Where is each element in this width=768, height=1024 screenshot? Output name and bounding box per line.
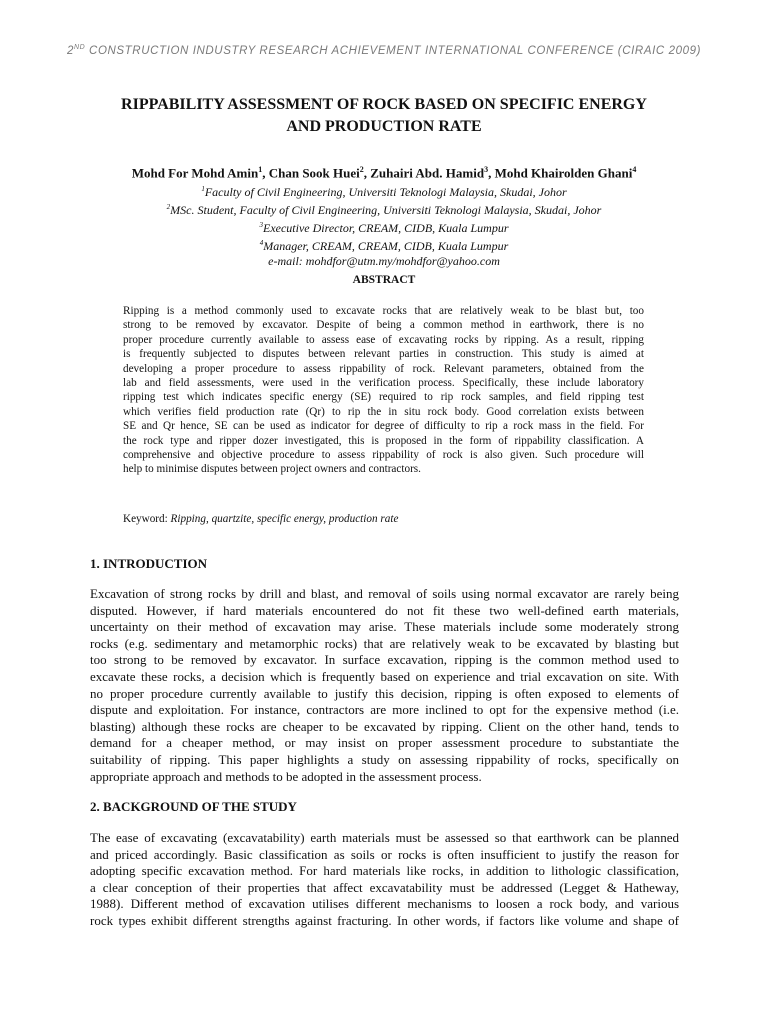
paragraph-line: dispute and exploitation. For instance, contractors are more inclined to opt for the expensive method (i.e.	[90, 702, 679, 718]
paragraph-line: appropriate approach and methods to be adopted in the assessment process.	[90, 768, 482, 784]
keywords-label: Keyword:	[123, 513, 171, 525]
author-separator: ,	[363, 165, 371, 181]
abstract-body	[123, 304, 644, 477]
author-name: Chan Sook Huei	[268, 165, 360, 181]
paragraph-line: disputed. However, if hard materials encountered do not fit these two well-defined earth materials,	[90, 602, 679, 618]
paragraph-line: excavate these rocks, a decision which is frequently based on experience and trial excavation on site. With	[90, 668, 679, 684]
conference-header	[0, 44, 768, 57]
paragraph-line: demand for a cheaper method, or may insist on proper assessment procedure to substantiate the	[90, 735, 679, 751]
abstract-line: help to minimise disputes between project owners and contractors.	[123, 463, 421, 476]
section-heading-introduction: 1. INTRODUCTION	[90, 556, 208, 571]
paragraph-line: blasting) although these rocks are cheaper to be excavated by ripping. Client on the other hand, tends to	[90, 718, 679, 734]
conference-ordinal: 2	[66, 44, 74, 57]
abstract-line: which verifies field production rate (Qr) to rip the in situ rock body. Good correlation exists between	[123, 405, 644, 418]
paragraph-line: too strong to be removed by excavator. In surface excavation, ripping is the common method used to	[90, 652, 679, 668]
affiliation	[60, 218, 708, 236]
introduction-paragraph	[90, 586, 679, 785]
paragraph-line: no proper procedure currently available to justify this decision, ripping is often exposed to elements of	[90, 685, 679, 701]
abstract-line: developing a proper procedure to assess rippability of rock. Relevant parameters, obtained from the	[123, 362, 644, 375]
affiliation-mark: 4	[259, 239, 264, 247]
paragraph-line: suitability of ripping. This paper highlights a study on assessing rippability of rocks, specifically on	[90, 751, 679, 767]
keywords-text: Ripping, quartzite, specific energy, production rate	[170, 513, 399, 525]
paper-title	[60, 94, 708, 138]
conference-ordinal-suffix: ND	[73, 44, 86, 51]
conference-name: CONSTRUCTION INDUSTRY RESEARCH ACHIEVEMENT INTERNATIONAL CONFERENCE (CIRAIC 2009)	[85, 44, 702, 57]
author-mark: 4	[632, 165, 637, 174]
author-mark: 2	[359, 165, 364, 174]
affiliations	[60, 182, 708, 269]
abstract-heading: ABSTRACT	[352, 274, 416, 286]
title-line: RIPPABILITY ASSESSMENT OF ROCK BASED ON SPECIFIC ENERGY	[121, 96, 647, 113]
abstract-line: is frequently subjected to disputes between relevant parties in construction. This study is aimed at	[123, 348, 644, 361]
paragraph-line: and priced accordingly. Basic classification as soils or rocks is often insufficient to justify the reason for	[90, 846, 679, 862]
abstract-line: proper procedure currently available to assess ease of excavating rocks by ripping. As a result, ripping	[123, 333, 644, 346]
affiliation-text: MSc. Student, Faculty of Civil Engineering, Universiti Teknologi Malaysia, Skudai, Johor	[170, 203, 602, 217]
author-separator: ,	[262, 165, 269, 181]
paragraph-line: a clear conception of their properties that affect excavatability must be addressed (Legget & Hatheway,	[90, 879, 679, 895]
affiliation-text: Manager, CREAM, CREAM, CIDB, Kuala Lumpur	[263, 239, 509, 253]
abstract-line: lab and field assessments, were used in the verification process. Specifically, these include laboratory	[123, 377, 644, 390]
author-separator: ,	[488, 165, 495, 181]
section-heading-background: 2. BACKGROUND OF THE STUDY	[90, 799, 297, 814]
paragraph-line: The ease of excavating (excavatability) earth materials must be assessed so that earthwork can be planned	[90, 830, 679, 845]
abstract-line: Ripping is a method commonly used to excavate rocks that are relatively weak to be blast but, too	[123, 305, 644, 317]
background-paragraph	[90, 830, 679, 930]
keywords	[123, 513, 644, 525]
abstract-line: strong to be removed by excavator. Despite of being a common method in earthwork, there is no	[123, 319, 644, 332]
affiliation	[60, 182, 708, 200]
affiliation	[60, 200, 708, 218]
paragraph-line: 1988). Different method of excavation utilises different mechanisms to loosen a rock body, and various	[90, 896, 679, 912]
affiliation-text: Executive Director, CREAM, CIDB, Kuala Lumpur	[262, 221, 509, 235]
author-name: Zuhairi Abd. Hamid	[370, 165, 485, 181]
author-name: Mohd Khairolden Ghani	[494, 165, 633, 181]
title-line: AND PRODUCTION RATE	[286, 118, 482, 135]
author-mark: 3	[484, 165, 489, 174]
affiliation	[60, 236, 708, 254]
affiliation-mark: 1	[201, 185, 205, 193]
paragraph-line: uncertainty on their method of excavation may arise. These materials include some moderately strong	[90, 619, 679, 635]
paragraph-line: Excavation of strong rocks by drill and blast, and removal of soils using normal excavator are rarely being	[90, 586, 679, 601]
affiliation-text: Faculty of Civil Engineering, Universiti Teknologi Malaysia, Skudai, Johor	[204, 185, 567, 199]
abstract-line: SE and Qr hence, SE can be used as indicator for degree of difficulty to rip a rock mass in the field. For	[123, 420, 644, 433]
author-list	[40, 165, 728, 181]
contact-email: e-mail: mohdfor@utm.my/mohdfor@yahoo.com	[268, 254, 500, 268]
author-mark: 1	[258, 165, 263, 174]
affiliation-mark: 2	[166, 203, 171, 211]
paragraph-line: rocks (e.g. sedimentary and metamorphic rocks) that are relatively weak to be excavated by blasting but	[90, 635, 679, 651]
abstract-line: the rock type and ripper dozer investigated, this is proposed in the form of rippability classification. A	[123, 434, 644, 447]
paragraph-line: adopting specific excavation method. For hard materials like rocks, in addition to lithologic classification,	[90, 863, 679, 879]
abstract-line: comprehensive and objective procedure to assess rippability of rock is also given. Such procedure will	[123, 449, 644, 462]
paragraph-line: rock types exhibit different strengths against fracturing. In other words, if factors like volume and shape of	[90, 912, 679, 928]
author-name: Mohd For Mohd Amin	[131, 165, 259, 181]
affiliation-mark: 3	[259, 221, 263, 229]
abstract-line: ripping test which indicates specific energy (SE) required to rip rock samples, and field ripping test	[123, 391, 644, 404]
